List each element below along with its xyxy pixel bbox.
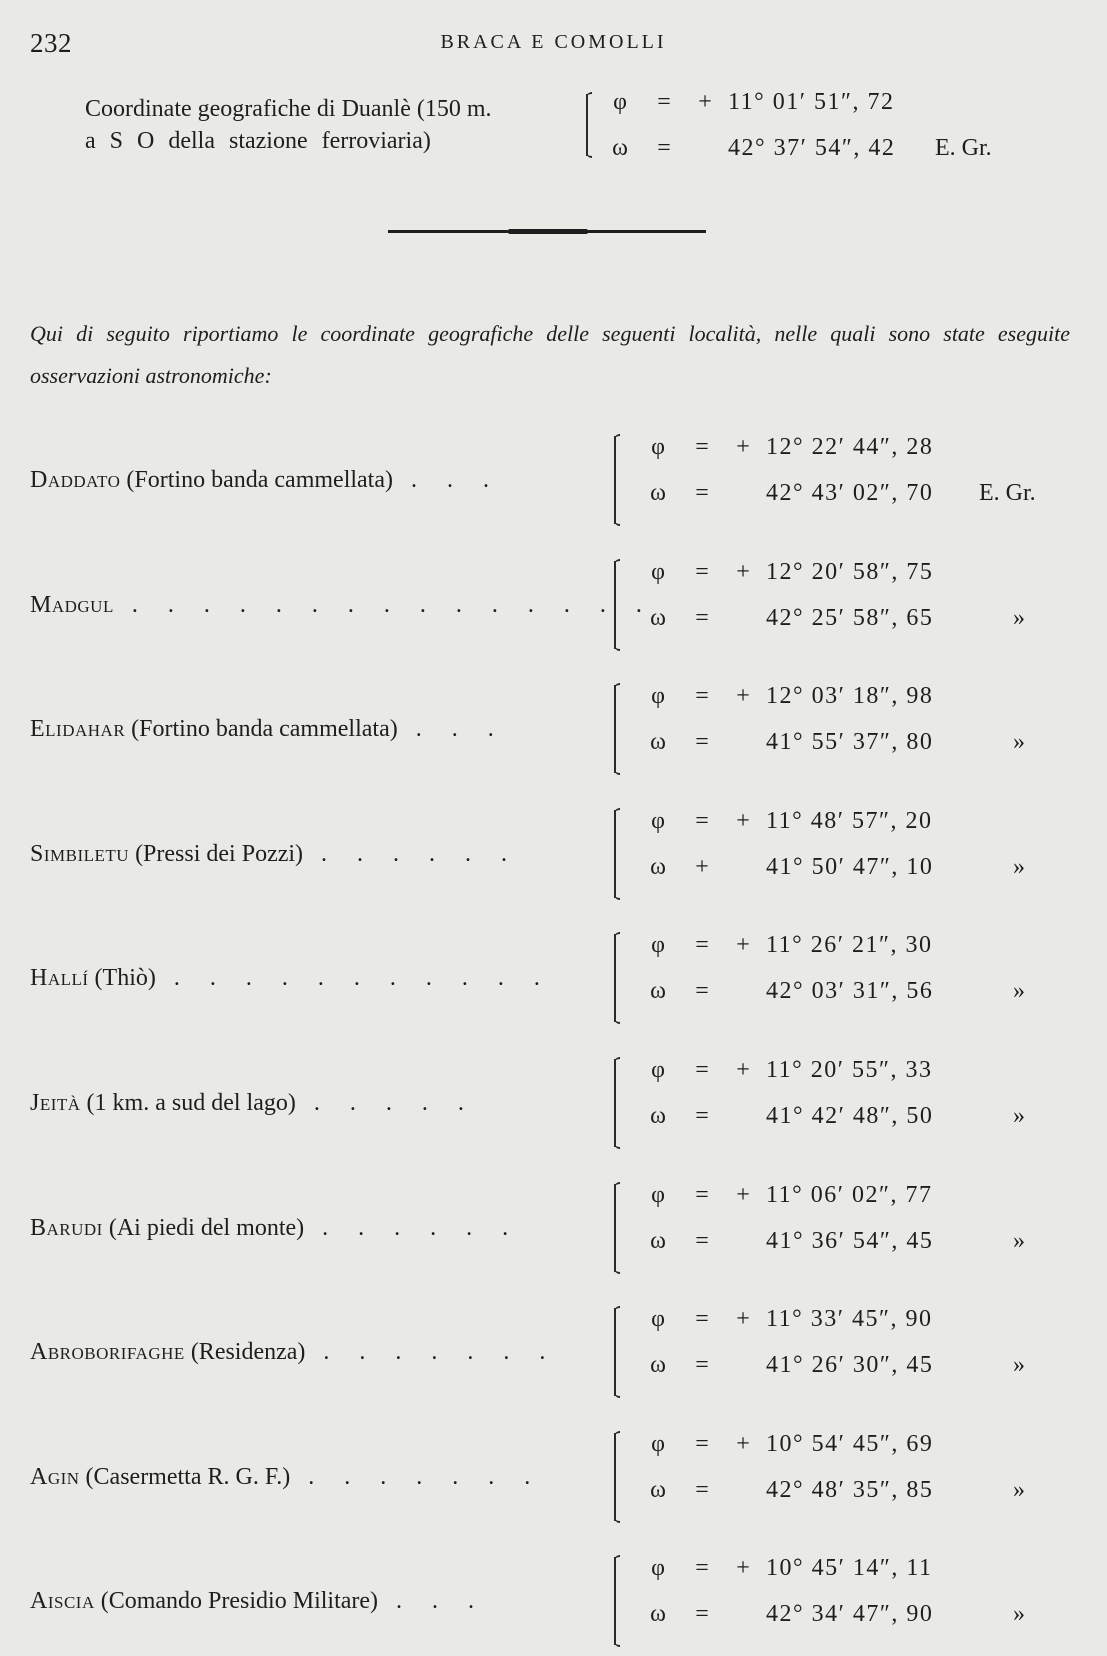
omega-symbol: ω [650, 1352, 666, 1378]
brace [614, 1433, 616, 1521]
relation: = [695, 559, 709, 585]
latitude-row [645, 1431, 1105, 1471]
latitude-row [645, 1555, 1105, 1595]
longitude-value: 42° 48′ 35″, 85 [766, 1477, 934, 1503]
locality-detail: (Residenza) [184, 1339, 306, 1365]
locality-name: Hallí [30, 965, 89, 991]
brace [614, 1184, 616, 1272]
list-item [0, 932, 1107, 1032]
longitude-row [645, 480, 1105, 520]
phi-symbol: φ [651, 1431, 665, 1457]
relation: + [695, 854, 709, 880]
place-name [30, 1464, 542, 1491]
latitude-row [645, 1182, 1105, 1222]
dot-leaders: . . . [378, 1588, 487, 1614]
longitude-value: 41° 50′ 47″, 10 [766, 854, 934, 880]
phi-symbol: φ [651, 1057, 665, 1083]
longitude-value: 41° 26′ 30″, 45 [766, 1352, 934, 1378]
locality-name: Barudi [30, 1215, 103, 1241]
place-name [30, 716, 506, 743]
longitude-suffix: » [1013, 854, 1025, 880]
intro-omega-row [607, 135, 1067, 175]
dot-leaders: . . . [393, 467, 501, 493]
locality-name: Agin [30, 1464, 80, 1490]
relation: = [695, 683, 709, 709]
omega-symbol: ω [650, 1228, 666, 1254]
latitude-value: 12° 22′ 44″, 28 [766, 434, 934, 460]
latitude-row [645, 808, 1105, 848]
relation: = [695, 1555, 709, 1581]
brace [614, 810, 616, 898]
latitude-row [645, 1306, 1105, 1346]
longitude-suffix: E. Gr. [979, 480, 1036, 506]
list-item [0, 808, 1107, 908]
locality-detail: (Fortino banda cammellata) [120, 467, 393, 493]
phi-symbol: φ [651, 683, 665, 709]
place-name [30, 1588, 486, 1615]
relation: = [695, 1182, 709, 1208]
relation: = [695, 1228, 709, 1254]
locality-detail: (Thiò) [88, 965, 156, 991]
locality-name: Madgul [30, 592, 114, 618]
latitude-row [645, 683, 1105, 723]
place-name [30, 1339, 557, 1366]
brace [614, 685, 616, 773]
omega-symbol: ω [650, 1601, 666, 1627]
sign: + [736, 1182, 750, 1208]
latitude-value: 11° 48′ 57″, 20 [766, 808, 933, 834]
brace [614, 1059, 616, 1147]
longitude-suffix: » [1013, 1601, 1025, 1627]
longitude-row [645, 1228, 1105, 1268]
longitude-value: 41° 42′ 48″, 50 [766, 1103, 934, 1129]
sign: + [736, 1431, 750, 1457]
longitude-suffix: E. Gr. [935, 135, 992, 161]
section-divider [388, 230, 706, 233]
phi-symbol: φ [651, 1555, 665, 1581]
intro-label-line-1: Coordinate geografiche di Duanlè (150 m. [85, 96, 492, 122]
locality-detail: (Comando Presidio Militare) [94, 1588, 379, 1614]
latitude-row [645, 434, 1105, 474]
longitude-suffix: » [1013, 1477, 1025, 1503]
relation: = [695, 1352, 709, 1378]
intro-paragraph: Qui di seguito riportiamo le coordinate geografiche delle seguenti località, nelle quali sono state eseguite osservazioni astronomiche: [30, 321, 1070, 388]
longitude-row [645, 605, 1105, 645]
phi-symbol: φ [651, 1182, 665, 1208]
intro-phi-row [607, 89, 1067, 129]
latitude-value: 10° 54′ 45″, 69 [766, 1431, 934, 1457]
locality-name: Elidahar [30, 716, 126, 742]
relation: = [695, 932, 709, 958]
longitude-value: 42° 03′ 31″, 56 [766, 978, 934, 1004]
latitude-value: 11° 33′ 45″, 90 [766, 1306, 933, 1332]
longitude-row [645, 854, 1105, 894]
longitude-value: 41° 55′ 37″, 80 [766, 729, 934, 755]
brace [614, 1557, 616, 1645]
dot-leaders: . . . . . [295, 1090, 476, 1116]
longitude-suffix: » [1013, 1352, 1025, 1378]
omega-symbol: ω [650, 854, 666, 880]
intro-brace [586, 94, 588, 156]
place-name [30, 1090, 476, 1117]
relation: = [657, 135, 671, 161]
latitude-value: 12° 03′ 18″, 98 [766, 683, 934, 709]
latitude-value: 10° 45′ 14″, 11 [766, 1555, 933, 1581]
sign: + [736, 683, 750, 709]
list-item [0, 1057, 1107, 1157]
relation: = [695, 729, 709, 755]
omega-symbol: ω [650, 1103, 666, 1129]
omega-symbol: ω [650, 729, 666, 755]
longitude-value: 41° 36′ 54″, 45 [766, 1228, 934, 1254]
relation: = [657, 89, 671, 115]
list-item [0, 1182, 1107, 1282]
dot-leaders: . . . [397, 716, 506, 742]
dot-leaders: . . . . . . . [305, 1339, 558, 1365]
relation: = [695, 1306, 709, 1332]
latitude-row [645, 1057, 1105, 1097]
longitude-suffix: » [1013, 729, 1025, 755]
longitude-row [645, 1477, 1105, 1517]
brace [614, 934, 616, 1022]
sign: + [736, 932, 750, 958]
latitude-value: 11° 06′ 02″, 77 [766, 1182, 933, 1208]
list-item [0, 1306, 1107, 1406]
phi-symbol: φ [651, 808, 665, 834]
longitude-suffix: » [1013, 605, 1025, 631]
sign: + [698, 89, 712, 115]
longitude-row [645, 978, 1105, 1018]
list-item [0, 434, 1107, 534]
latitude-value: 12° 20′ 58″, 75 [766, 559, 934, 585]
locality-name: Aiscia [30, 1588, 95, 1614]
dot-leaders: . . . . . . [303, 841, 520, 867]
longitude-value: 42° 25′ 58″, 65 [766, 605, 934, 631]
locality-name: Abroborifaghe [30, 1339, 185, 1365]
brace [614, 561, 616, 649]
locality-detail: (Fortino banda cammellata) [125, 716, 398, 742]
page-number: 232 [30, 28, 72, 58]
list-item [0, 683, 1107, 783]
latitude-row [645, 932, 1105, 972]
sign: + [736, 1057, 750, 1083]
phi-symbol: φ [651, 932, 665, 958]
omega-symbol: ω [650, 480, 666, 506]
latitude-value: 11° 26′ 21″, 30 [766, 932, 933, 958]
locality-detail: (Ai piedi del monte) [102, 1215, 305, 1241]
longitude-row [645, 729, 1105, 769]
phi-symbol: φ [613, 89, 627, 115]
sign: + [736, 1555, 750, 1581]
brace [614, 436, 616, 524]
locality-detail: (1 km. a sud del lago) [80, 1090, 296, 1116]
relation: = [695, 605, 709, 631]
longitude-row [645, 1352, 1105, 1392]
place-name [30, 841, 519, 868]
relation: = [695, 434, 709, 460]
latitude-value: 11° 20′ 55″, 33 [766, 1057, 933, 1083]
relation: = [695, 1103, 709, 1129]
longitude-row [645, 1601, 1105, 1641]
longitude-suffix: » [1013, 1228, 1025, 1254]
relation: = [695, 480, 709, 506]
locality-name: Simbiletu [30, 841, 130, 867]
place-name [30, 1215, 520, 1242]
locality-detail: (Pressi dei Pozzi) [129, 841, 304, 867]
sign: + [736, 559, 750, 585]
place-name [30, 592, 654, 619]
locality-detail: (Casermetta R. G. F.) [79, 1464, 291, 1490]
latitude-value: 11° 01′ 51″, 72 [728, 89, 895, 115]
dot-leaders: . . . . . . . . . . . [155, 965, 552, 991]
phi-symbol: φ [651, 1306, 665, 1332]
relation: = [695, 978, 709, 1004]
latitude-row [645, 559, 1105, 599]
dot-leaders: . . . . . . . [290, 1464, 543, 1490]
relation: = [695, 1477, 709, 1503]
sign: + [736, 1306, 750, 1332]
longitude-row [645, 1103, 1105, 1143]
list-item [0, 1431, 1107, 1531]
longitude-value: 42° 43′ 02″, 70 [766, 480, 934, 506]
list-item [0, 559, 1107, 659]
longitude-suffix: » [1013, 1103, 1025, 1129]
running-title: BRACA E COMOLLI [440, 31, 667, 53]
locality-name: Daddato [30, 467, 121, 493]
place-name [30, 467, 501, 494]
place-name [30, 965, 552, 992]
omega-symbol: ω [612, 135, 628, 161]
relation: = [695, 808, 709, 834]
locality-name: Jeità [30, 1090, 81, 1116]
longitude-suffix: » [1013, 978, 1025, 1004]
omega-symbol: ω [650, 605, 666, 631]
brace [614, 1308, 616, 1396]
sign: + [736, 808, 750, 834]
intro-label-line-2: a S O della stazione ferroviaria) [85, 128, 431, 154]
relation: = [695, 1601, 709, 1627]
dot-leaders: . . . . . . . . . . . . . . . [113, 592, 654, 618]
intro-coordinates-label [85, 93, 492, 157]
relation: = [695, 1431, 709, 1457]
phi-symbol: φ [651, 434, 665, 460]
sign: + [736, 434, 750, 460]
dot-leaders: . . . . . . [304, 1215, 521, 1241]
list-item [0, 1555, 1107, 1655]
relation: = [695, 1057, 709, 1083]
omega-symbol: ω [650, 1477, 666, 1503]
longitude-value: 42° 37′ 54″, 42 [728, 135, 896, 161]
longitude-value: 42° 34′ 47″, 90 [766, 1601, 934, 1627]
omega-symbol: ω [650, 978, 666, 1004]
phi-symbol: φ [651, 559, 665, 585]
